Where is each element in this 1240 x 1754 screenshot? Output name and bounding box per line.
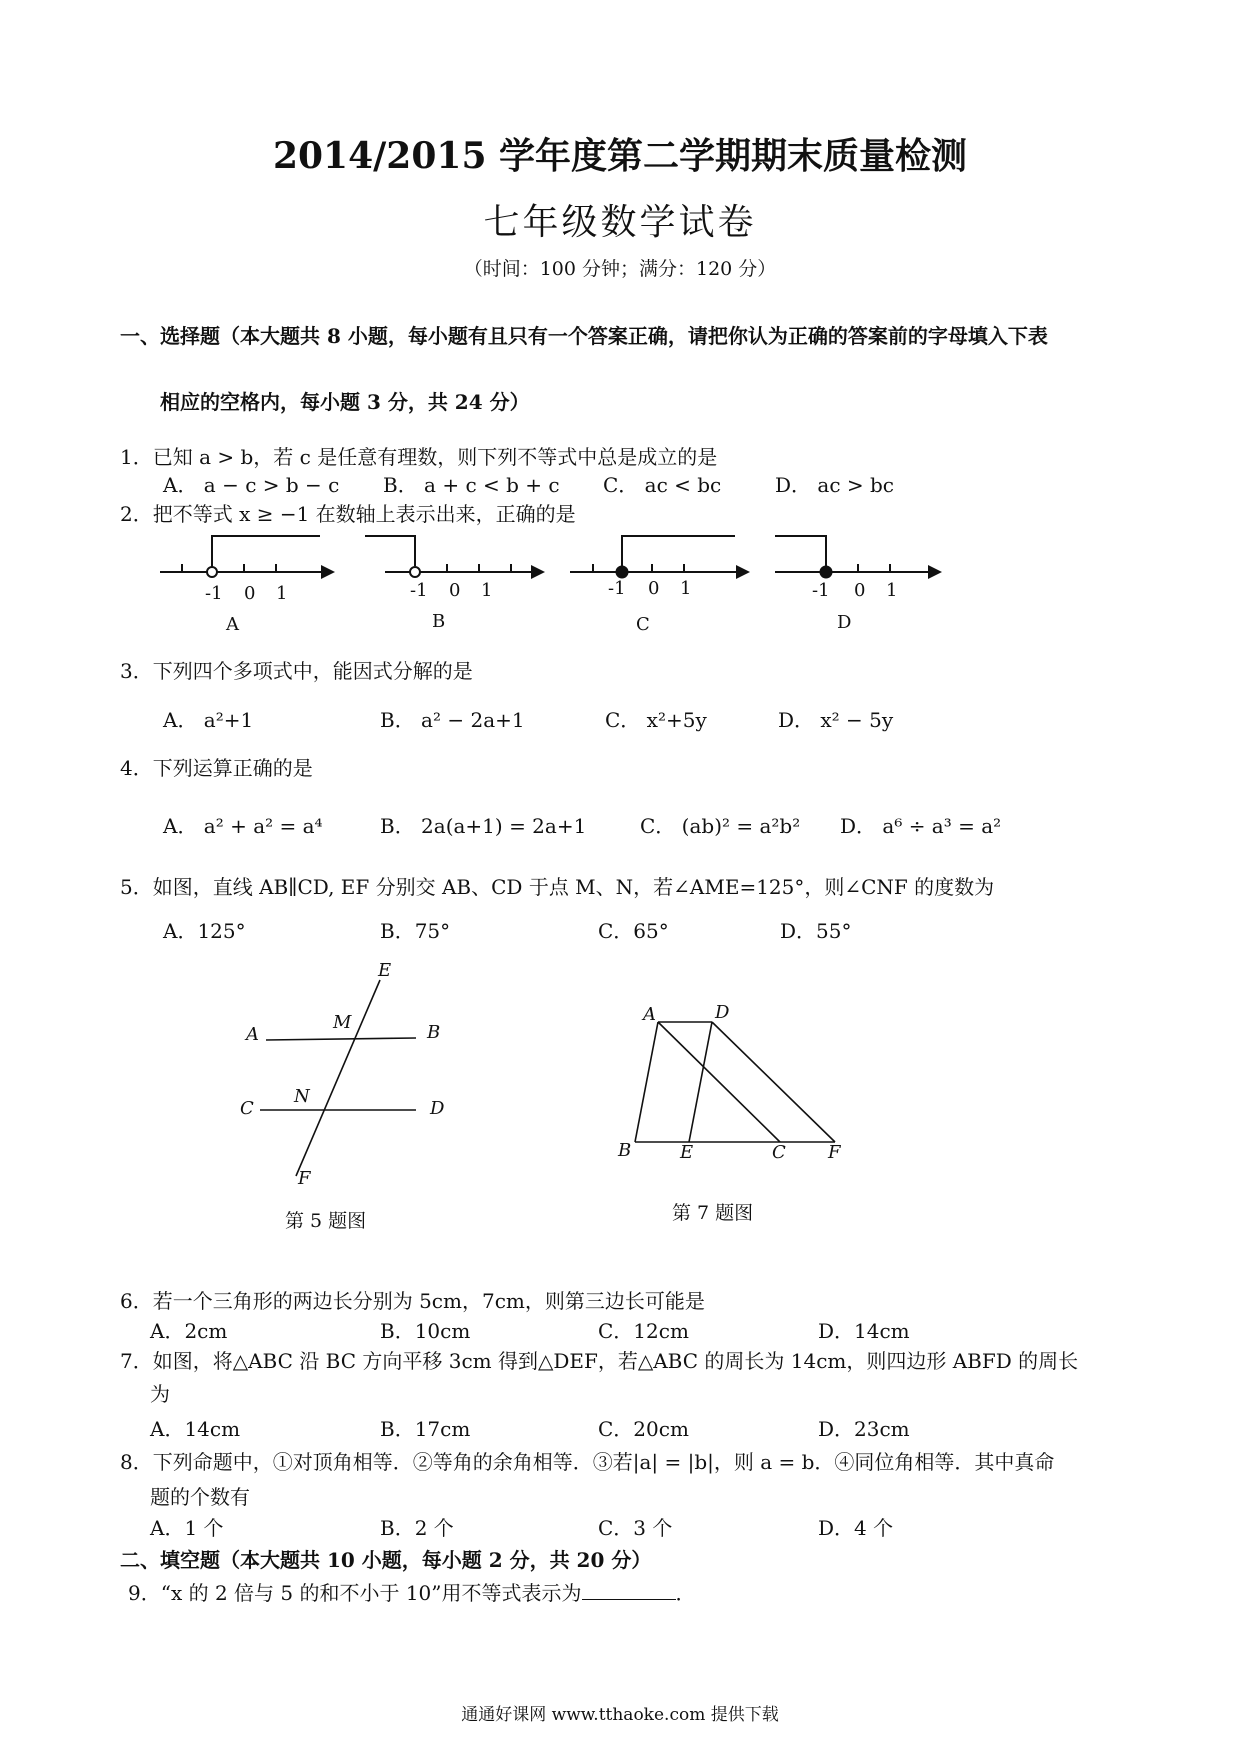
- q4-option-b: B． 2a(a+1) = 2a+1: [380, 814, 587, 838]
- q7-stem-line2: 为: [150, 1382, 170, 1406]
- fig5-label-f: F: [298, 1168, 311, 1189]
- fig5-label-n: N: [294, 1086, 310, 1107]
- fig5-caption: 第 5 题图: [285, 1210, 367, 1232]
- q4-option-a: A． a² + a² = a⁴: [163, 814, 323, 838]
- q6-option-c: C．12cm: [598, 1319, 689, 1343]
- section2-heading: 二、填空题（本大题共 10 小题，每小题 2 分，共 20 分）: [120, 1548, 652, 1572]
- q5-stem: 5．如图，直线 AB∥CD, EF 分别交 AB、CD 于点 M、N，若∠AME=125°，则∠CNF 的度数为: [120, 875, 995, 899]
- q8-option-c: C．3 个: [598, 1516, 673, 1540]
- fig7-label-a: A: [643, 1004, 656, 1025]
- q9-line: [128, 1577, 696, 1606]
- fig7-label-b: B: [618, 1140, 632, 1161]
- figure-7-diagram: [620, 1010, 880, 1160]
- q2b-tick-1: 1: [481, 580, 493, 601]
- q5-option-a: A．125°: [163, 919, 246, 943]
- q6-option-b: B．10cm: [380, 1319, 471, 1343]
- q3-option-b: B． a² − 2a+1: [380, 708, 525, 732]
- q6-stem: 6．若一个三角形的两边长分别为 5cm，7cm，则第三边长可能是: [120, 1289, 705, 1313]
- q7-stem-line1: 7．如图，将△ABC 沿 BC 方向平移 3cm 得到△DEF，若△ABC 的周长为 14cm，则四边形 ABFD 的周长: [120, 1349, 1079, 1373]
- section1-heading-line1: 一、选择题（本大题共 8 小题，每小题有且只有一个答案正确，请把你认为正确的答案前的字母填入下表: [120, 324, 1048, 348]
- q3-option-c: C． x²+5y: [605, 708, 707, 732]
- q2a-tick-1: 1: [276, 583, 288, 604]
- fig7-label-c: C: [772, 1142, 786, 1163]
- fig5-label-e: E: [378, 960, 392, 981]
- exam-note: （时间：100 分钟；满分：120 分）: [463, 258, 777, 280]
- q8-option-d: D．4 个: [818, 1516, 894, 1540]
- q4-stem: 4．下列运算正确的是: [120, 756, 313, 780]
- q8-stem-line1: 8．下列命题中，①对顶角相等．②等角的余角相等．③若|a| = |b|，则 a = b．④同位角相等．其中真命: [120, 1450, 1055, 1474]
- q5-option-b: B．75°: [380, 919, 451, 943]
- q1-option-b: B． a + c < b + c: [383, 473, 560, 497]
- q2d-tick-0: 0: [854, 580, 866, 601]
- q2-option-a-label: A: [226, 614, 239, 635]
- q1-option-c: C． ac < bc: [603, 473, 722, 497]
- q2-stem: 2．把不等式 x ≥ −1 在数轴上表示出来，正确的是: [120, 502, 576, 526]
- q8-option-a: A．1 个: [150, 1516, 224, 1540]
- fig7-caption: 第 7 题图: [672, 1202, 754, 1224]
- q5-option-d: D．55°: [780, 919, 852, 943]
- footer-text: 通通好课网 www.tthaoke.com 提供下载: [461, 1705, 779, 1725]
- q9-answer-blank[interactable]: [582, 1581, 676, 1600]
- q7-option-d: D．23cm: [818, 1417, 910, 1441]
- fig7-label-d: D: [715, 1002, 730, 1023]
- fig5-label-a: A: [246, 1024, 259, 1045]
- fig5-label-b: B: [427, 1022, 441, 1043]
- q2a-tick-0: 0: [244, 583, 256, 604]
- q5-option-c: C．65°: [598, 919, 669, 943]
- q2b-tick-0: 0: [449, 580, 461, 601]
- q9-end: ．: [675, 1581, 696, 1605]
- q4-option-c: C． (ab)² = a²b²: [640, 814, 801, 838]
- q3-option-a: A． a²+1: [163, 708, 254, 732]
- q2c-tick-1: 1: [680, 578, 692, 599]
- q2d-tick-1: 1: [886, 580, 898, 601]
- q6-option-d: D．14cm: [818, 1319, 910, 1343]
- q1-stem: 1．已知 a > b，若 c 是任意有理数，则下列不等式中总是成立的是: [120, 445, 718, 469]
- q7-option-b: B．17cm: [380, 1417, 471, 1441]
- q2d-tick-neg1: -1: [812, 580, 830, 601]
- page-subtitle: 七年级数学试卷: [483, 202, 757, 243]
- fig7-label-e: E: [680, 1142, 694, 1163]
- q1-option-d: D． ac > bc: [775, 473, 894, 497]
- q3-option-d: D． x² − 5y: [778, 708, 894, 732]
- q2-option-b-label: B: [432, 611, 446, 632]
- fig5-label-c: C: [240, 1098, 254, 1119]
- fig5-label-m: M: [333, 1012, 352, 1033]
- q7-option-a: A．14cm: [150, 1417, 241, 1441]
- q2-option-c-label: C: [636, 614, 650, 635]
- q2-option-d-label: D: [837, 612, 852, 633]
- q9-stem: 9．“x 的 2 倍与 5 的和不小于 10”用不等式表示为: [128, 1581, 582, 1605]
- q2c-tick-0: 0: [648, 578, 660, 599]
- page-title: 2014/2015 学年度第二学期期末质量检测: [272, 135, 968, 177]
- fig7-label-f: F: [828, 1142, 841, 1163]
- q8-option-b: B．2 个: [380, 1516, 454, 1540]
- fig5-label-d: D: [430, 1098, 445, 1119]
- q8-stem-line2: 题的个数有: [150, 1485, 250, 1509]
- q2c-tick-neg1: -1: [608, 578, 626, 599]
- q1-option-a: A． a − c > b − c: [163, 473, 340, 497]
- figure-5-diagram: [230, 970, 490, 1210]
- q2a-tick-neg1: -1: [205, 583, 223, 604]
- q6-option-a: A．2cm: [150, 1319, 228, 1343]
- q3-stem: 3．下列四个多项式中，能因式分解的是: [120, 659, 473, 683]
- q7-option-c: C．20cm: [598, 1417, 689, 1441]
- q2b-tick-neg1: -1: [410, 580, 428, 601]
- section1-heading-line2: 相应的空格内，每小题 3 分，共 24 分）: [160, 390, 530, 414]
- q4-option-d: D． a⁶ ÷ a³ = a²: [840, 814, 1002, 838]
